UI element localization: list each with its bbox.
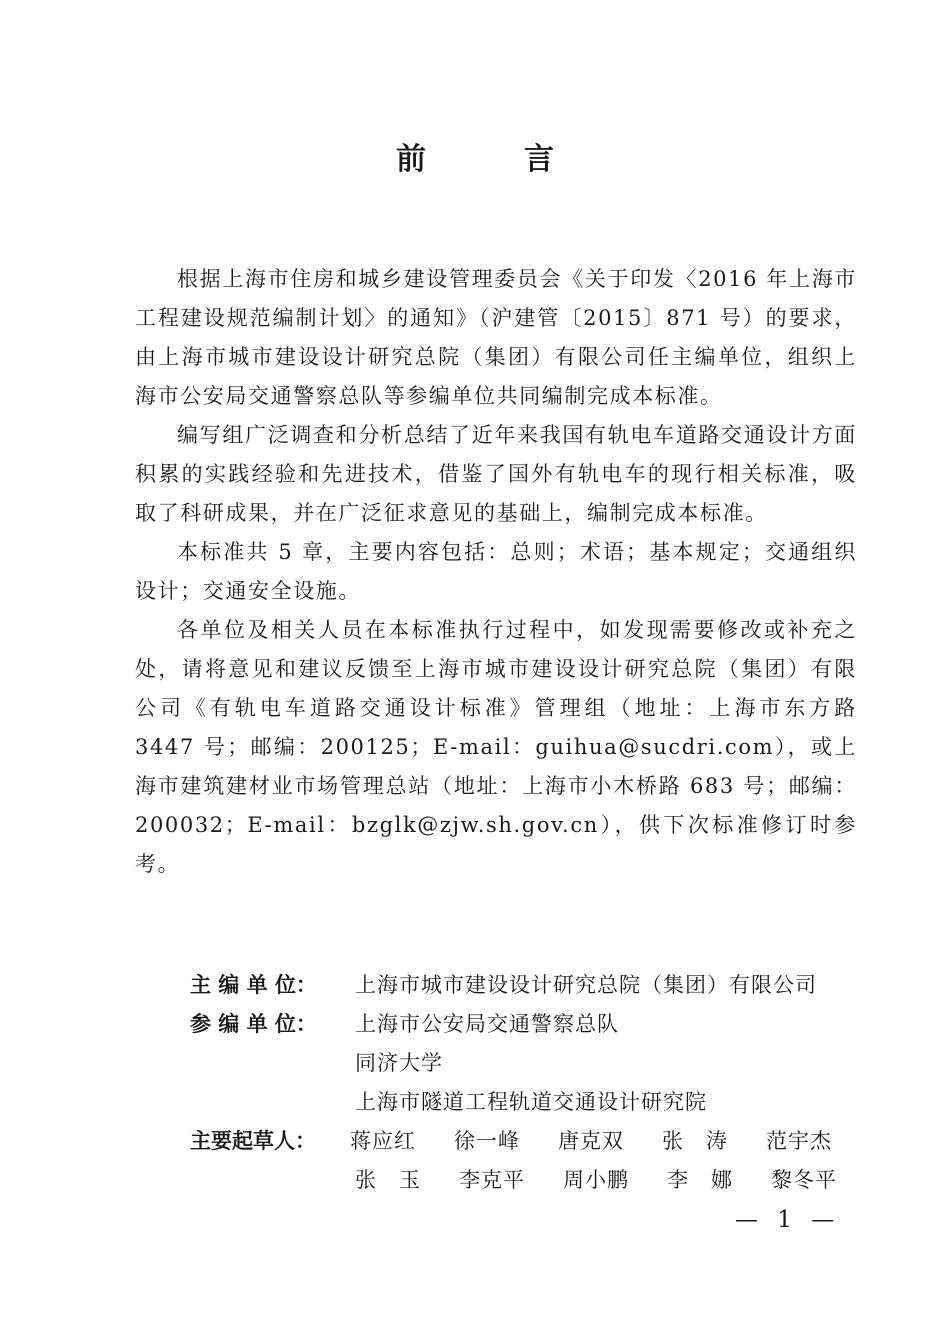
participating-unit-row [190, 1044, 870, 1083]
drafter-name: 张 涛 [662, 1129, 728, 1153]
participating-unit-label: 参 编 单 位： [190, 1012, 317, 1036]
drafters-row [190, 1122, 870, 1161]
drafter-name: 黎冬平 [771, 1168, 837, 1192]
participating-unit-row [190, 1005, 870, 1044]
drafter-name: 李 娜 [667, 1168, 733, 1192]
chief-unit-label: 主 编 单 位： [190, 973, 317, 997]
preface-body [135, 260, 857, 884]
participating-unit-row [190, 1083, 870, 1122]
drafter-name: 蒋应红 [350, 1129, 416, 1153]
drafter-name: 范宇杰 [766, 1129, 832, 1153]
drafter-name: 张 玉 [355, 1168, 421, 1192]
paragraph-1: 根据上海市住房和城乡建设管理委员会《关于印发〈2016 年上海市工程建设规范编制计划〉的通知》（沪建管〔2015〕871 号）的要求，由上海市城市建设设计研究总院（集团）有限公司任主编单位，组织上海市公安局交通警察总队等参编单位共同编制完成本标准。 [135, 267, 857, 408]
paragraph-2: 编写组广泛调查和分析总结了近年来我国有轨电车道路交通设计方面积累的实践经验和先进技术，借鉴了国外有轨电车的现行相关标准，吸取了科研成果，并在广泛征求意见的基础上，编制完成本标准。 [135, 423, 857, 525]
drafters-label: 主要起草人： [190, 1129, 316, 1153]
drafter-name: 徐一峰 [454, 1129, 520, 1153]
credits-block [190, 966, 870, 1200]
page-number: — 1 — [735, 1207, 841, 1233]
participating-unit-value: 上海市隧道工程轨道交通设计研究院 [355, 1090, 707, 1114]
participating-unit-value: 同济大学 [355, 1051, 443, 1075]
paragraph-3: 本标准共 5 章，主要内容包括：总则；术语；基本规定；交通组织设计；交通安全设施。 [135, 540, 857, 603]
paragraph-4: 各单位及相关人员在本标准执行过程中，如发现需要修改或补充之处，请将意见和建议反馈至上海市城市建设设计研究总院（集团）有限公司《有轨电车道路交通设计标准》管理组（地址：上海市东方路 3447 号；邮编：200125；E-mail：guihua@sucdri.com），或上海市建筑建材业市场管理总站（地址：上海市小木桥路 683 号；邮编：200032；E-mail：bzglk@zjw.sh.gov.cn），供下次标准修订时参考。 [135, 618, 857, 876]
drafter-name: 唐克双 [558, 1129, 624, 1153]
drafters-names [355, 1161, 875, 1200]
page-title: 前 言 [396, 142, 588, 177]
drafters-names [350, 1122, 870, 1161]
drafter-name: 李克平 [459, 1168, 525, 1192]
drafters-row [190, 1161, 870, 1200]
chief-unit-row [190, 966, 870, 1005]
chief-unit-value: 上海市城市建设设计研究总院（集团）有限公司 [355, 973, 817, 997]
drafter-name: 周小鹏 [563, 1168, 629, 1192]
participating-unit-value: 上海市公安局交通警察总队 [355, 1012, 619, 1036]
